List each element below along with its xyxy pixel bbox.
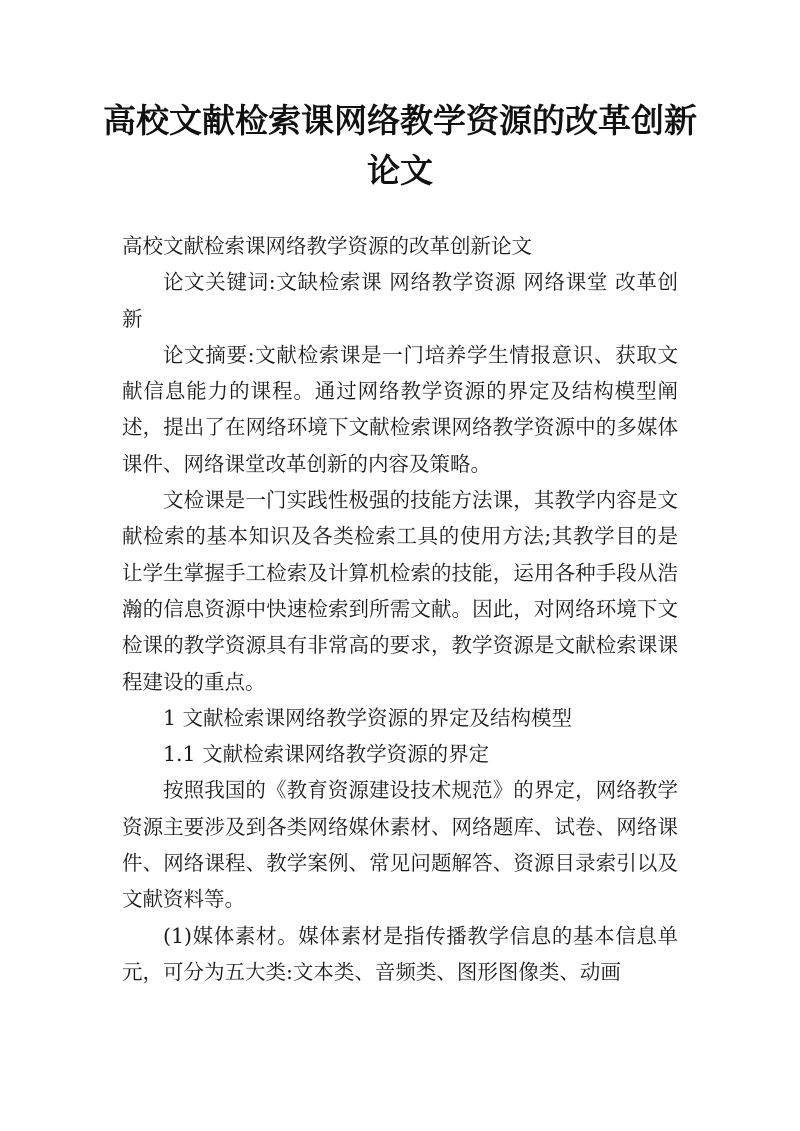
paragraph-abstract: 论文摘要:文献检索课是一门培养学生情报意识、获取文献信息能力的课程。通过网络教学资源的界定及结构模型阐述，提出了在网络环境下文献检索课网络教学资源中的多媒体课件、网络课堂改革创新的内容及策略。 <box>122 342 678 476</box>
document-body <box>122 228 678 990</box>
document-title: 高校文献检索课网络教学资源的改革创新论文 <box>103 101 697 190</box>
paragraph-intro: 文检课是一门实践性极强的技能方法课，其教学内容是文献检索的基本知识及各类检索工具的使用方法;其教学目的是让学生掌握手工检索及计算机检索的技能，运用各种手段从浩瀚的信息资源中快速检索到所需文献。因此，对网络环境下文检课的教学资源具有非常高的要求，教学资源是文献检索课课程建设的重点。 <box>122 488 678 694</box>
paragraph-heading: 高校文献检索课网络教学资源的改革创新论文 <box>122 234 532 258</box>
paragraph-media-materials: (1)媒体素材。媒体素材是指传播教学信息的基本信息单元，可分为五大类:文本类、音频类、图形图像类、动画 <box>122 923 678 984</box>
paragraph-definition: 按照我国的《教育资源建设技术规范》的界定，网络教学资源主要涉及到各类网络媒休素材、网络题库、试卷、网络课件、网络课程、教学案例、常见问题解答、资源目录索引以及文献资料等。 <box>122 778 678 912</box>
paragraph-keywords: 论文关键词:文缺检索课 网络教学资源 网络课堂 改革创新 <box>122 270 678 331</box>
section-heading-1-1: 1.1 文献检索课网络教学资源的界定 <box>163 742 490 767</box>
section-heading-1: 1 文献检索课网络教学资源的界定及结构模型 <box>163 705 573 730</box>
